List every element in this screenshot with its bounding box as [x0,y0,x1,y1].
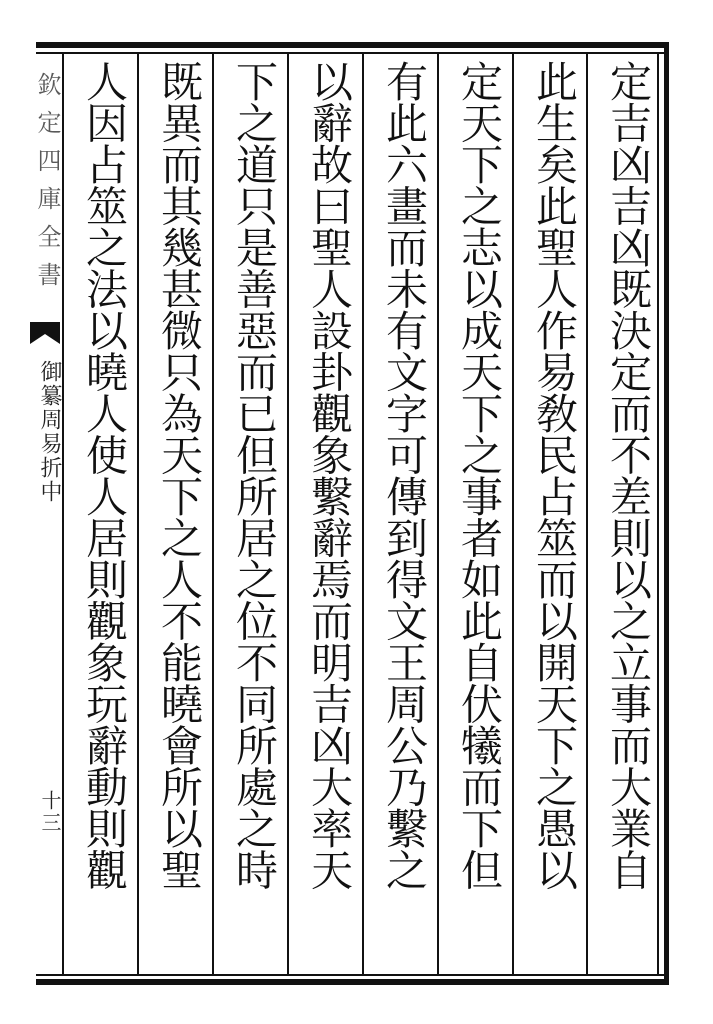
column-divider [512,52,514,976]
margin-divider [62,52,64,976]
column-divider [586,52,588,976]
text-column-5: 以辭故曰聖人設卦觀象繫辭焉而明吉凶大率天 [305,60,354,890]
text-column-3: 定天下之志以成天下之事者如此自伏犧而下但 [455,60,504,890]
page-number: 十三 [38,790,62,834]
bottom-border-thin [36,974,666,976]
text-column-6: 下之道只是善惡而已但所居之位不同所處之時 [230,60,279,890]
text-column-7: 既異而其幾甚微只為天下之人不能曉會所以聖 [155,60,204,890]
column-divider [362,52,364,976]
text-column-4: 有此六畫而未有文字可傳到得文王周公乃繫之 [380,60,429,890]
text-column-1: 定吉凶吉凶既決定而不差則以之立事而大業自 [604,60,653,890]
text-column-8: 人因占筮之法以曉人使人居則觀象玩辭動則觀 [80,60,129,890]
column-divider [137,52,139,976]
fishtail-mark-icon [28,320,62,346]
top-border-thick [36,42,666,48]
margin-book-title: 御纂周易折中 [37,360,62,504]
column-divider [287,52,289,976]
column-divider [212,52,214,976]
top-border-thin [36,52,666,54]
right-border-thick [664,42,669,985]
margin-series-title: 欽定四庫全書 [33,72,61,300]
column-divider [437,52,439,976]
text-column-2: 此生矣此聖人作易敎民占筮而以開天下之愚以 [530,60,579,890]
bottom-border-thick [36,979,666,985]
